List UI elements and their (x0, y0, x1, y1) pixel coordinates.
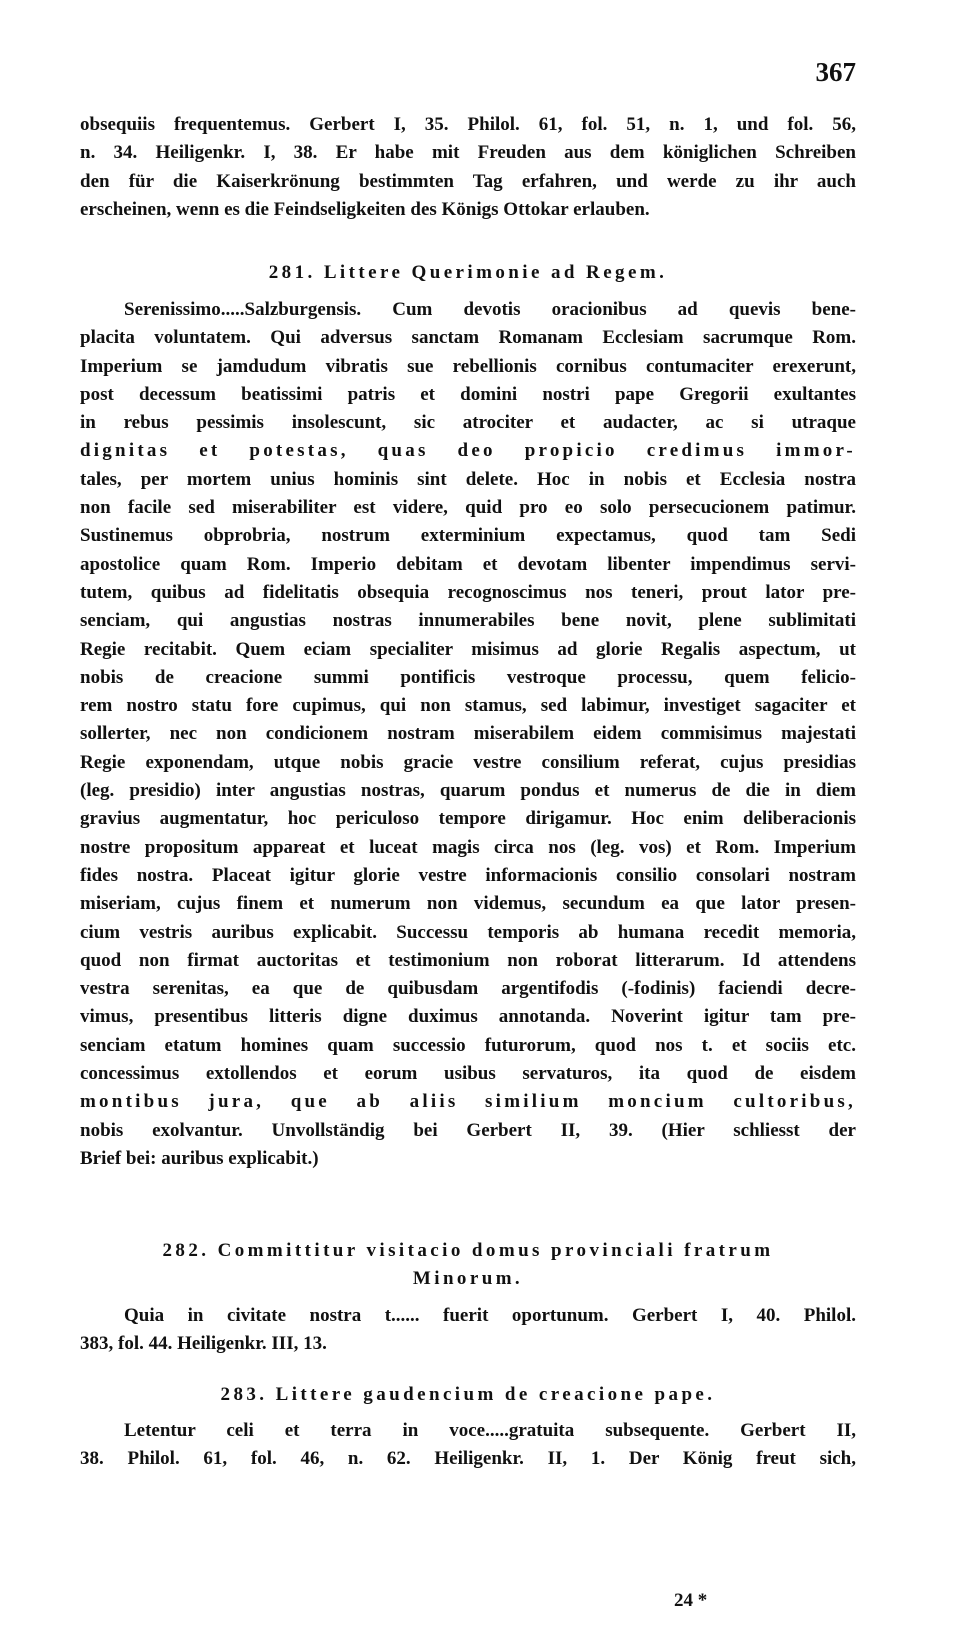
text-line: senciam, qui angustias nostras innumerabiles bene novit, plene sublimitati (80, 610, 856, 632)
text-line: den für die Kaiserkrönung bestimmten Tag erfahren, und werde zu ihr auch (80, 170, 856, 192)
section-heading: 283. Littere gaudencium de creacione pape. (220, 1384, 716, 1405)
intro-paragraph (80, 111, 856, 224)
text-line: Imperium se jamdudum vibratis sue rebellionis cornibus contumaciter erexerunt, (80, 355, 856, 377)
text-line: Letentur celi et terra in voce.....gratuita subsequente. Gerbert II, (124, 1420, 856, 1441)
text-line: gravius augmentatur, hoc periculoso tempore dirigamur. Hoc enim deliberacionis (80, 808, 856, 830)
text-line: cium vestris auribus explicabit. Successu temporis ab humana recedit memoria, (80, 921, 856, 943)
text-line: Regie recitabit. Quem eciam specialiter misimus ad glorie Regalis aspectum, ut (80, 638, 856, 660)
text-line: Regie exponendam, utque nobis gracie vestre consilium referat, cujus presidias (80, 751, 856, 773)
doc-281-body (80, 296, 856, 1173)
doc-282-body (80, 1302, 856, 1359)
text-line: miseriam, cujus finem et numerum non videmus, secundum ea que lator presen- (80, 893, 856, 915)
text-line: Serenissimo.....Salzburgensis. Cum devotis oracionibus ad quevis bene- (124, 299, 856, 320)
text-line: vestra serenitas, ea que de quibusdam argentifodis (-fodinis) faciendi decre- (80, 978, 856, 1000)
doc-283-heading (80, 1381, 856, 1409)
section-heading: 282. Committitur visitacio domus provinciali fratrum (162, 1240, 774, 1261)
text-line: senciam etatum homines quam successio futurorum, quod nos t. et sociis etc. (80, 1034, 856, 1056)
text-line: non facile sed miserabiliter est videre, quid pro eo solo persecucionem patimur. (80, 497, 856, 519)
text-line: Brief bei: auribus explicabit.) (80, 1147, 319, 1169)
section-heading: 281. Littere Querimonie ad Regem. (268, 262, 668, 283)
text-line: in rebus pessimis insolescunt, sic atrociter et audacter, ac si utraque (80, 412, 856, 434)
text-line: dignitas et potestas, quas deo propicio credimus immor- (80, 440, 856, 462)
text-line: erscheinen, wenn es die Feindseligkeiten des Königs Ottokar erlauben. (80, 198, 650, 220)
text-line: nobis de creacione summi pontificis vestroque processu, quem felicio- (80, 666, 856, 688)
text-line: nobis exolvantur. Unvollständig bei Gerbert II, 39. (Hier schliesst der (80, 1119, 856, 1141)
text-line: 383, fol. 44. Heiligenkr. III, 13. (80, 1333, 327, 1355)
text-line: tutem, quibus ad fidelitatis obsequia recognoscimus nos teneri, prout lator pre- (80, 581, 856, 603)
text-line: tales, per mortem unius hominis sint delete. Hoc in nobis et Ecclesia nostra (80, 468, 856, 490)
text-line: apostolice quam Rom. Imperio debitam et devotam libenter impendimus servi- (80, 553, 856, 575)
text-line: obsequiis frequentemus. Gerbert I, 35. Philol. 61, fol. 51, n. 1, und fol. 56, (80, 114, 856, 135)
text-line: concessimus extollendos et eorum usibus servaturos, ita quod de eisdem (80, 1063, 856, 1085)
text-line: Quia in civitate nostra t...... fuerit oportunum. Gerbert I, 40. Philol. (124, 1305, 856, 1326)
page-number: 367 (815, 57, 856, 87)
text-line: rem nostro statu fore cupimus, qui non stamus, sed labimur, investiget sagaciter et (80, 695, 856, 717)
text-line: 38. Philol. 61, fol. 46, n. 62. Heiligenkr. II, 1. Der König freut sich, (80, 1448, 856, 1470)
section-heading-cont: Minorum. (412, 1268, 524, 1290)
text-line: fides nostra. Placeat igitur glorie vestre informacionis consilio consolari nostram (80, 864, 856, 886)
text-line: (leg. presidio) inter angustias nostras, quarum pondus et numerus de die in diem (80, 780, 856, 802)
signature-mark: 24 * (674, 1590, 708, 1611)
doc-283-body (80, 1417, 856, 1474)
doc-282-heading (80, 1237, 856, 1294)
text-line: montibus jura, que ab aliis similium moncium cultoribus, (80, 1091, 856, 1113)
text-line: vimus, presentibus litteris digne duximus annotanda. Noverint igitur tam pre- (80, 1006, 856, 1028)
text-line: placita voluntatem. Qui adversus sanctam Romanam Ecclesiam sacrumque Rom. (80, 327, 856, 349)
doc-281-heading (80, 259, 856, 287)
text-line: nostre propositum appareat et luceat magis circa nos (leg. vos) et Rom. Imperium (80, 836, 856, 858)
text-line: quod non firmat auctoritas et testimonium non roborat litterarum. Id attendens (80, 949, 856, 971)
text-line: sollerter, nec non condicionem nostram miserabilem eidem commisimus majestati (80, 723, 856, 745)
text-line: n. 34. Heiligenkr. I, 38. Er habe mit Freuden aus dem königlichen Schreiben (80, 142, 856, 164)
text-line: post decessum beatissimi patris et domini nostri pape Gregorii exultantes (80, 383, 856, 405)
text-line: Sustinemus obprobria, nostrum exterminium expectamus, quod tam Sedi (80, 525, 856, 547)
